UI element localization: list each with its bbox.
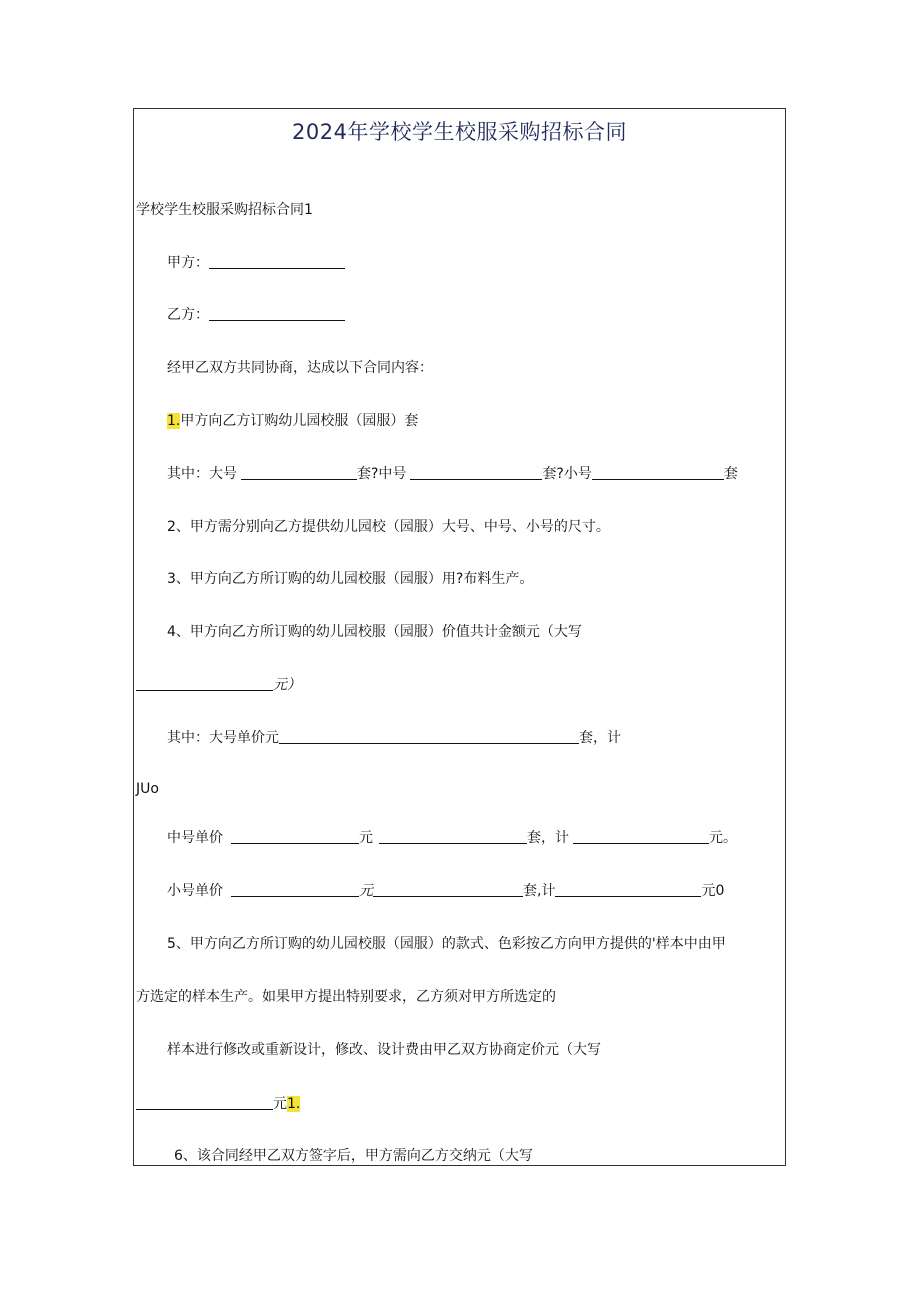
clause-5-amount xyxy=(136,1095,300,1113)
party-b-line xyxy=(167,306,345,324)
clause-5-c: 样本进行修改或重新设计，修改、设计费由甲乙双方协商定价元（大写 xyxy=(167,1042,601,1058)
small-qty-blank xyxy=(592,465,724,480)
size-sep-a: 套?中号 xyxy=(357,466,407,482)
large-price-line xyxy=(167,729,621,747)
medium-total-blank xyxy=(573,829,709,844)
ocr-fragment: JUo xyxy=(136,781,159,797)
clause-5-mark: 1. xyxy=(287,1096,301,1112)
large-price-tail: 套，计 xyxy=(579,730,621,746)
size-lead: 其中：大号 xyxy=(167,466,237,482)
clause-1-number: 1. xyxy=(167,413,181,429)
party-a-label: 甲方： xyxy=(167,255,209,271)
party-b-label: 乙方： xyxy=(167,307,209,323)
clause-5-yuan: 元 xyxy=(273,1096,287,1112)
intro-text: 经甲乙双方共同协商，达成以下合同内容： xyxy=(167,360,433,376)
medium-tao: 套，计 xyxy=(527,830,569,846)
medium-end: 元。 xyxy=(709,830,737,846)
clause-3: 3、甲方向乙方所订购的幼儿园校服（园服）用?布料生产。 xyxy=(167,571,534,587)
medium-price-lead: 中号单价 xyxy=(167,830,223,846)
clause-1-text: 甲方向乙方订购幼儿园校服（园服）套 xyxy=(180,413,419,429)
clause-5-a: 5、甲方向乙方所订购的幼儿园校服（园服）的款式、色彩按乙方向甲方提供的'样本中由甲 xyxy=(167,936,726,952)
clause-2: 2、甲方需分别向乙方提供幼儿园校（园服）大号、中号、小号的尺寸。 xyxy=(167,519,610,535)
amount-blank xyxy=(136,676,273,691)
clause-5-b: 方选定的样本生产。如果甲方提出特别要求，乙方须对甲方所选定的 xyxy=(136,989,556,1005)
clause-1 xyxy=(167,412,418,430)
small-qty2-blank xyxy=(373,882,523,897)
contract-subtitle: 学校学生校服采购招标合同1 xyxy=(136,202,313,218)
party-a-blank xyxy=(209,254,345,269)
size-sep-b: 套?小号 xyxy=(542,466,592,482)
small-total-blank xyxy=(555,882,701,897)
clause-4-amount xyxy=(136,676,301,694)
small-yuan: 元 xyxy=(359,883,373,899)
party-a-line xyxy=(167,254,345,272)
size-quantities xyxy=(167,465,738,483)
design-fee-blank xyxy=(136,1095,273,1110)
small-tao: 套,计 xyxy=(523,883,556,899)
medium-yuan: 元 xyxy=(359,830,373,846)
clause-4-end: 元） xyxy=(273,677,301,693)
medium-price-line xyxy=(167,829,737,847)
party-b-blank xyxy=(209,306,345,321)
medium-qty2-blank xyxy=(379,829,527,844)
clause-4: 4、甲方向乙方所订购的幼儿园校服（园服）价值共计金额元（大写 xyxy=(167,624,582,640)
large-price-lead: 其中：大号单价元 xyxy=(167,730,279,746)
small-price-blank xyxy=(231,882,359,897)
clause-6: 6、该合同经甲乙双方签字后，甲方需向乙方交纳元（大写 xyxy=(174,1148,533,1164)
medium-price-blank xyxy=(231,829,359,844)
document-title: 2024年学校学生校服采购招标合同 xyxy=(292,120,627,144)
medium-qty-blank xyxy=(410,465,542,480)
large-price-blank xyxy=(279,729,579,744)
large-qty-blank xyxy=(241,465,357,480)
small-price-lead: 小号单价 xyxy=(167,883,223,899)
small-price-line xyxy=(167,882,724,900)
small-end: 元0 xyxy=(701,883,725,899)
size-sep-c: 套 xyxy=(723,466,738,482)
